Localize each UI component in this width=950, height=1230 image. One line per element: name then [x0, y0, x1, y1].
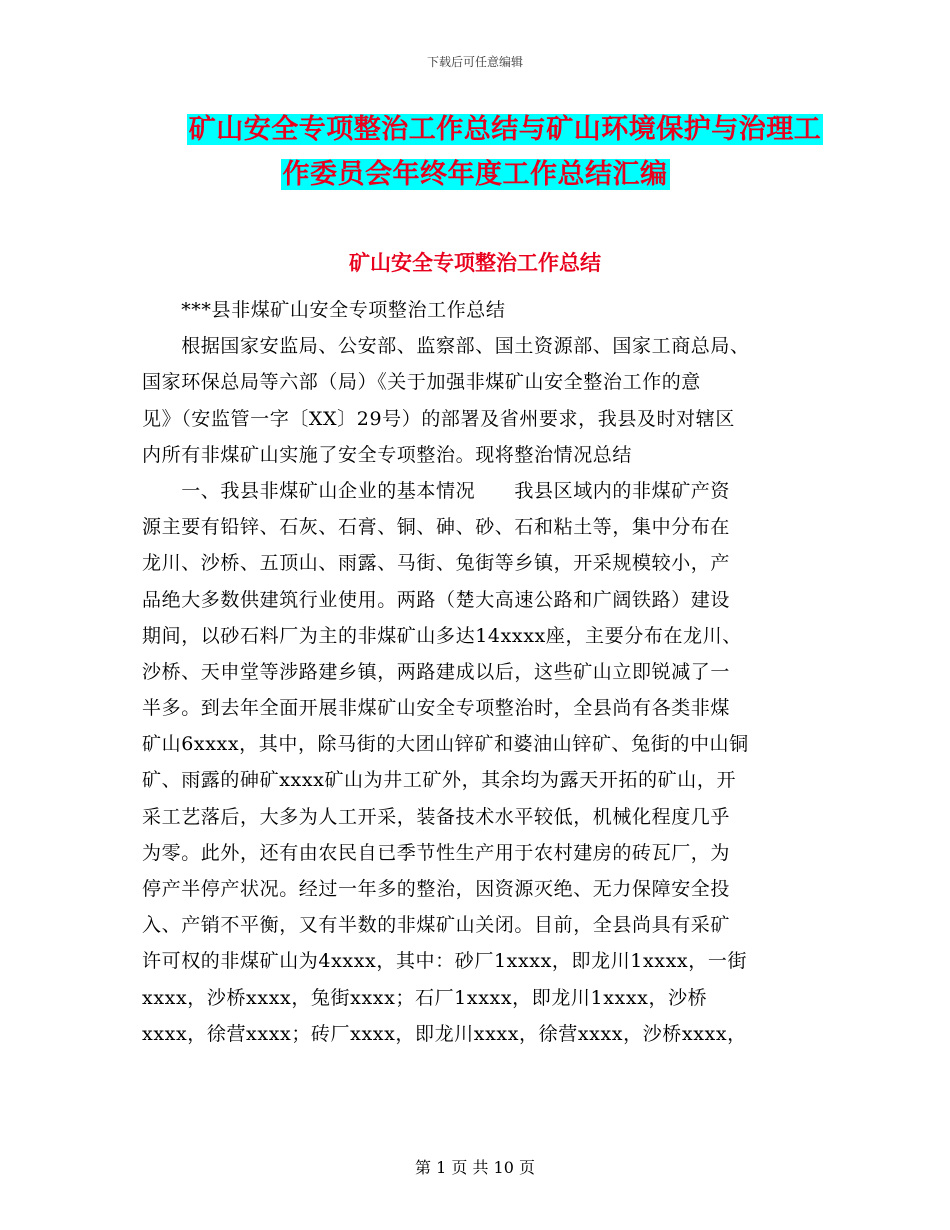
body-line: 期间，以砂石料厂为主的非煤矿山多达14xxxx座，主要分布在龙川、	[142, 624, 742, 647]
body-line: 根据国家安监局、公安部、监察部、国土资源部、国家工商总局、	[142, 335, 750, 358]
body-line: ***县非煤矿山安全专项整治工作总结	[142, 299, 506, 321]
body-line: 矿、雨露的砷矿xxxx矿山为井工矿外，其余均为露天开拓的矿山，开	[142, 769, 737, 792]
body-line: xxxx，徐营xxxx；砖厂xxxx，即龙川xxxx，徐营xxxx，沙桥xxxx，	[142, 1022, 747, 1045]
body-line: 停产半停产状况。经过一年多的整治，因资源灭绝、无力保障安全投	[142, 878, 731, 900]
body-line: 国家环保总局等六部（局）《关于加强非煤矿山安全整治工作的意	[142, 371, 701, 394]
document-title-line-1-text: 矿山安全专项整治工作总结与矿山环境保护与治理工	[188, 114, 822, 145]
body-line: 半多。到去年全面开展非煤矿山安全专项整治时，全县尚有各类非煤	[142, 697, 731, 720]
body-line: 一、我县非煤矿山企业的基本情况 我县区域内的非煤矿产资	[142, 479, 731, 502]
document-title-line-2	[0, 157, 950, 193]
body-line: 为零。此外，还有由农民自已季节性生产用于农村建房的砖瓦厂，为	[142, 841, 731, 864]
body-line: 采工艺落后，大多为人工开采，装备技术水平较低，机械化程度几乎	[142, 805, 731, 828]
section-title: 矿山安全专项整治工作总结	[349, 251, 601, 275]
body-line: 龙川、沙桥、五顶山、雨露、马街、兔街等乡镇，开采规模较小，产	[142, 552, 731, 575]
body-line: 内所有非煤矿山实施了安全专项整治。现将整治情况总结	[142, 443, 633, 466]
document-title-line-2-text: 作委员会年终年度工作总结汇编	[282, 159, 668, 190]
body-line: 见》（安监管一字〔XX〕29号）的部署及省州要求，我县及时对辖区	[142, 407, 735, 430]
body-line: 入、产销不平衡，又有半数的非煤矿山关闭。目前，全县尚具有采矿	[142, 914, 731, 937]
body-line: 许可权的非煤矿山为4xxxx，其中：砂厂1xxxx，即龙川1xxxx，一街	[142, 950, 748, 973]
body-text	[142, 292, 808, 1052]
body-line: 源主要有铅锌、石灰、石膏、铜、砷、砂、石和粘土等，集中分布在	[142, 516, 731, 539]
body-line: xxxx，沙桥xxxx，兔街xxxx；石厂1xxxx，即龙川1xxxx，沙桥	[142, 986, 708, 1009]
body-line: 沙桥、天申堂等涉路建乡镇，两路建成以后，这些矿山立即锐减了一	[142, 660, 731, 683]
document-title-line-1	[30, 112, 950, 148]
page-header: 下载后可任意编辑	[426, 55, 523, 69]
body-line: 矿山6xxxx，其中，除马街的大团山锌矿和婆油山锌矿、兔街的中山铜	[142, 733, 749, 756]
page-footer: 第 1 页 共 10 页	[415, 1158, 535, 1177]
body-line: 品绝大多数供建筑行业使用。两路（楚大高速公路和广阔铁路）建设	[142, 588, 731, 611]
